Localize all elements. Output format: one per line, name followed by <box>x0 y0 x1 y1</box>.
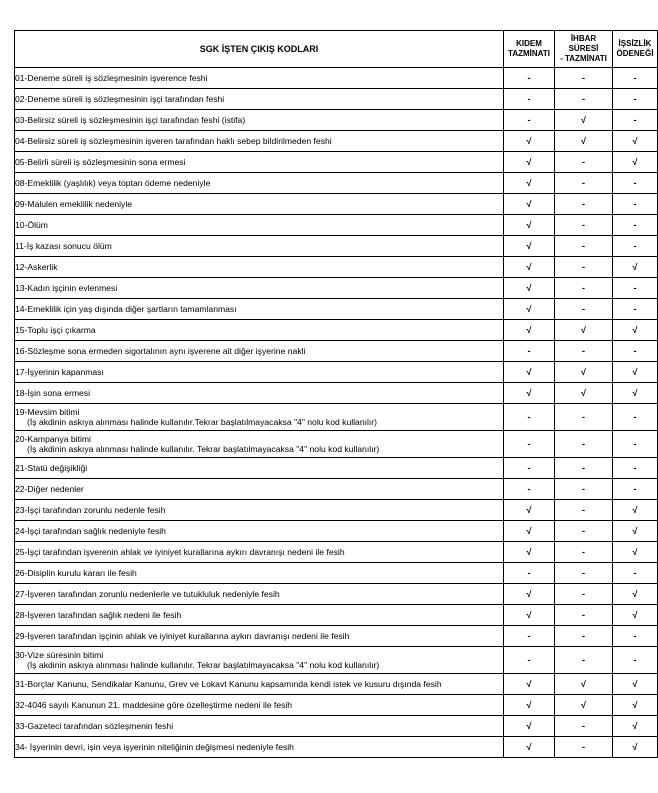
row-description <box>15 521 504 542</box>
issizlik-mark: √ <box>613 500 658 521</box>
issizlik-mark: - <box>613 479 658 500</box>
issizlik-mark: - <box>613 194 658 215</box>
kidem-mark: √ <box>504 500 555 521</box>
kidem-mark: √ <box>504 299 555 320</box>
issizlik-mark: - <box>613 278 658 299</box>
table-row <box>15 110 658 131</box>
table-row <box>15 584 658 605</box>
ihbar-mark: - <box>555 152 613 173</box>
row-description <box>15 299 504 320</box>
ihbar-header-line1: İHBAR SÜRESİ <box>568 34 599 53</box>
table-row <box>15 563 658 584</box>
issizlik-mark: - <box>613 341 658 362</box>
row-code-text: 19-Mevsim bitimi <box>15 407 80 417</box>
table-row <box>15 605 658 626</box>
row-code-text: 02-Deneme süreli iş sözleşmesinin işçi tarafından feshi <box>15 94 225 104</box>
row-code-text: 30-Vize süresinin bitimi <box>15 650 104 660</box>
row-code-text: 22-Diğer nedenler <box>15 484 84 494</box>
kidem-mark: √ <box>504 695 555 716</box>
row-code-note: (İş akdinin askıya alınması halinde kullanılır. Tekrar başlatılmayacaksa "4" nolu kod kullanılır) <box>27 444 380 454</box>
ihbar-mark: - <box>555 605 613 626</box>
kidem-mark: - <box>504 68 555 89</box>
issizlik-mark: - <box>613 173 658 194</box>
row-code-text: 04-Belirsiz süreli iş sözleşmesinin işveren tarafından haklı sebep bildirilmeden feshi <box>15 136 332 146</box>
table-row <box>15 521 658 542</box>
table-row <box>15 458 658 479</box>
table-row <box>15 383 658 404</box>
kidem-mark: √ <box>504 215 555 236</box>
table-row <box>15 173 658 194</box>
ihbar-header-line2: - TAZMİNATI <box>560 54 607 63</box>
issizlik-mark: √ <box>613 131 658 152</box>
table-row <box>15 716 658 737</box>
ihbar-mark: √ <box>555 695 613 716</box>
kidem-mark: √ <box>504 716 555 737</box>
table-row <box>15 542 658 563</box>
table-row <box>15 626 658 647</box>
row-description <box>15 404 504 431</box>
row-description <box>15 479 504 500</box>
row-description <box>15 320 504 341</box>
table-row <box>15 236 658 257</box>
ihbar-mark: - <box>555 737 613 758</box>
table-row <box>15 278 658 299</box>
row-description <box>15 215 504 236</box>
row-code-text: 09-Malulen emeklilik nedeniyle <box>15 199 133 209</box>
issizlik-mark: - <box>613 563 658 584</box>
issizlik-mark: - <box>613 215 658 236</box>
issizlik-mark: - <box>613 404 658 431</box>
row-code-text: 17-İşyerinin kapanması <box>15 367 104 377</box>
issizlik-mark: √ <box>613 320 658 341</box>
kidem-mark: √ <box>504 236 555 257</box>
ihbar-mark: - <box>555 257 613 278</box>
kidem-mark: √ <box>504 257 555 278</box>
ihbar-mark: - <box>555 299 613 320</box>
ihbar-mark: - <box>555 341 613 362</box>
row-description <box>15 542 504 563</box>
row-code-text: 31-Borçlar Kanunu, Sendikalar Kanunu, Grev ve Lokavt Kanunu kapsamında kendi istek ve kusuru dışında fesih <box>15 679 442 689</box>
kidem-mark: √ <box>504 605 555 626</box>
row-code-text: 32-4046 sayılı Kanunun 21. maddesine göre özelleştirme nedeni ile fesih <box>15 700 293 710</box>
kidem-mark: √ <box>504 173 555 194</box>
row-code-text: 14-Emeklilik için yaş dışında diğer şartların tamamlanması <box>15 304 237 314</box>
row-code-text: 13-Kadın işçinin evlenmesi <box>15 283 118 293</box>
ihbar-mark: - <box>555 584 613 605</box>
ihbar-mark: - <box>555 479 613 500</box>
kidem-mark: √ <box>504 737 555 758</box>
header-row <box>15 31 658 68</box>
row-description <box>15 89 504 110</box>
table-row <box>15 131 658 152</box>
table-row <box>15 431 658 458</box>
kidem-mark: √ <box>504 521 555 542</box>
row-code-text: 21-Statü değişikliği <box>15 463 88 473</box>
ihbar-mark: - <box>555 626 613 647</box>
row-description <box>15 68 504 89</box>
row-code-text: 33-Gazeteci tarafından sözleşmenin feshi <box>15 721 174 731</box>
issizlik-mark: √ <box>613 542 658 563</box>
ihbar-mark: - <box>555 278 613 299</box>
ihbar-mark: - <box>555 215 613 236</box>
row-description <box>15 737 504 758</box>
row-code-text: 27-İşveren tarafından zorunlu nedenlerle ve tutukluluk nedeniyle fesih <box>15 589 280 599</box>
ihbar-mark: √ <box>555 383 613 404</box>
kidem-mark: √ <box>504 278 555 299</box>
row-description <box>15 674 504 695</box>
ihbar-mark: - <box>555 542 613 563</box>
ihbar-mark: √ <box>555 362 613 383</box>
table-row <box>15 674 658 695</box>
ihbar-mark: - <box>555 521 613 542</box>
issizlik-mark: √ <box>613 521 658 542</box>
table-row <box>15 341 658 362</box>
table-row <box>15 299 658 320</box>
row-code-text: 05-Belirli süreli iş sözleşmesinin sona ermesi <box>15 157 186 167</box>
row-description <box>15 236 504 257</box>
ihbar-mark: - <box>555 431 613 458</box>
issizlik-header-line1: İŞSİZLİK <box>618 39 652 48</box>
issizlik-mark: - <box>613 647 658 674</box>
row-code-text: 20-Kampanya bitimi <box>15 434 91 444</box>
issizlik-mark: - <box>613 236 658 257</box>
ihbar-mark: - <box>555 404 613 431</box>
kidem-mark: - <box>504 479 555 500</box>
issizlik-mark: √ <box>613 737 658 758</box>
row-code-note: (İş akdinin askıya alınması halinde kullanılır.Tekrar başlatılmayacaksa "4" nolu kod kullanılır) <box>27 417 378 427</box>
kidem-mark: √ <box>504 131 555 152</box>
ihbar-mark: - <box>555 647 613 674</box>
row-code-text: 11-İş kazası sonucu ölüm <box>15 241 112 251</box>
table-row <box>15 89 658 110</box>
kidem-mark: √ <box>504 362 555 383</box>
kidem-mark: - <box>504 110 555 131</box>
row-description <box>15 695 504 716</box>
row-description <box>15 278 504 299</box>
issizlik-mark: √ <box>613 257 658 278</box>
kidem-mark: √ <box>504 194 555 215</box>
row-code-text: 18-İşin sona ermesi <box>15 388 90 398</box>
row-code-text: 03-Belirsiz süreli iş sözleşmesinin işçi tarafından feshi (istifa) <box>15 115 246 125</box>
row-description <box>15 716 504 737</box>
ihbar-mark: - <box>555 89 613 110</box>
row-description <box>15 152 504 173</box>
kidem-mark: √ <box>504 542 555 563</box>
ihbar-mark: - <box>555 500 613 521</box>
ihbar-mark: - <box>555 173 613 194</box>
issizlik-mark: √ <box>613 695 658 716</box>
row-code-text: 23-İşçi tarafından zorunlu nedenle fesih <box>15 505 166 515</box>
kidem-mark: - <box>504 563 555 584</box>
row-code-text: 28-İşveren tarafından sağlık nedeni ile fesih <box>15 610 182 620</box>
kidem-mark: - <box>504 341 555 362</box>
kidem-header-line2: TAZMİNATI <box>508 49 550 58</box>
issizlik-mark: - <box>613 89 658 110</box>
table-row <box>15 737 658 758</box>
ihbar-mark: - <box>555 194 613 215</box>
row-code-text: 24-İşçi tarafından sağlık nedeniyle fesih <box>15 526 166 536</box>
kidem-header-line1: KIDEM <box>516 39 542 48</box>
row-description <box>15 584 504 605</box>
table-row <box>15 362 658 383</box>
ihbar-mark: - <box>555 236 613 257</box>
row-description <box>15 647 504 674</box>
issizlik-mark: - <box>613 626 658 647</box>
table-body <box>15 68 658 758</box>
issizlik-header <box>613 31 658 68</box>
row-code-text: 29-İşveren tarafından işçinin ahlak ve iyiniyet kurallarına aykırı davranışı nedeni ile fesih <box>15 631 350 641</box>
row-description <box>15 110 504 131</box>
row-description <box>15 500 504 521</box>
issizlik-mark: √ <box>613 383 658 404</box>
row-description <box>15 563 504 584</box>
ihbar-mark: √ <box>555 110 613 131</box>
issizlik-mark: √ <box>613 152 658 173</box>
row-description <box>15 341 504 362</box>
row-description <box>15 431 504 458</box>
row-description <box>15 131 504 152</box>
kidem-mark: √ <box>504 320 555 341</box>
issizlik-mark: - <box>613 458 658 479</box>
row-code-note: (İş akdinin askıya alınması halinde kullanılır. Tekrar başlatılmayacaksa "4" nolu kod kullanılır) <box>27 660 380 670</box>
row-description <box>15 626 504 647</box>
row-code-text: 12-Askerlik <box>15 262 58 272</box>
kidem-mark: - <box>504 431 555 458</box>
issizlik-mark: - <box>613 68 658 89</box>
ihbar-mark: - <box>555 716 613 737</box>
row-description <box>15 173 504 194</box>
row-code-text: 34- İşyerinin devri, işin veya işyerinin niteliğinin değişmesi nedeniyle fesih <box>15 742 294 752</box>
kidem-mark: √ <box>504 152 555 173</box>
issizlik-mark: √ <box>613 674 658 695</box>
kidem-mark: - <box>504 404 555 431</box>
issizlik-header-line2: ÖDENEĞİ <box>616 49 654 58</box>
ihbar-mark: - <box>555 68 613 89</box>
table-row <box>15 404 658 431</box>
table-row <box>15 320 658 341</box>
row-description <box>15 383 504 404</box>
table-row <box>15 215 658 236</box>
row-code-text: 08-Emeklilik (yaşlılık) veya toptan ödeme nedeniyle <box>15 178 211 188</box>
row-code-text: 15-Toplu işçi çıkarma <box>15 325 96 335</box>
ihbar-mark: √ <box>555 131 613 152</box>
kidem-mark: - <box>504 458 555 479</box>
row-code-text: 16-Sözleşme sona ermeden sigortalının aynı işverene ait diğer işyerine nakli <box>15 346 306 356</box>
issizlik-mark: √ <box>613 584 658 605</box>
kidem-header <box>504 31 555 68</box>
row-code-text: 25-İşçi tarafından işverenin ahlak ve iyiniyet kurallarına aykırı davranışı nedeni ile fesih <box>15 547 345 557</box>
kidem-mark: - <box>504 89 555 110</box>
table-row <box>15 695 658 716</box>
table-row <box>15 68 658 89</box>
table-row <box>15 152 658 173</box>
row-code-text: 01-Deneme süreli iş sözleşmesinin işverence feshi <box>15 73 208 83</box>
ihbar-header <box>555 31 613 68</box>
row-description <box>15 605 504 626</box>
kidem-mark: - <box>504 626 555 647</box>
ihbar-mark: √ <box>555 320 613 341</box>
row-description <box>15 257 504 278</box>
kidem-mark: √ <box>504 674 555 695</box>
row-description <box>15 362 504 383</box>
issizlik-mark: √ <box>613 716 658 737</box>
row-code-text: 26-Disiplin kurulu kararı ile fesih <box>15 568 137 578</box>
ihbar-mark: - <box>555 458 613 479</box>
issizlik-mark: - <box>613 431 658 458</box>
issizlik-mark: √ <box>613 605 658 626</box>
ihbar-mark: √ <box>555 674 613 695</box>
kidem-mark: √ <box>504 584 555 605</box>
exit-codes-table <box>14 30 658 758</box>
row-code-text: 10-Ölüm <box>15 220 48 230</box>
issizlik-mark: - <box>613 299 658 320</box>
table-row <box>15 647 658 674</box>
issizlik-mark: √ <box>613 362 658 383</box>
table-row <box>15 500 658 521</box>
table-row <box>15 257 658 278</box>
table-row <box>15 194 658 215</box>
row-description <box>15 194 504 215</box>
table-title: SGK İŞTEN ÇIKIŞ KODLARI <box>15 31 504 68</box>
ihbar-mark: - <box>555 563 613 584</box>
row-description <box>15 458 504 479</box>
kidem-mark: √ <box>504 383 555 404</box>
kidem-mark: - <box>504 647 555 674</box>
table-row <box>15 479 658 500</box>
issizlik-mark: - <box>613 110 658 131</box>
